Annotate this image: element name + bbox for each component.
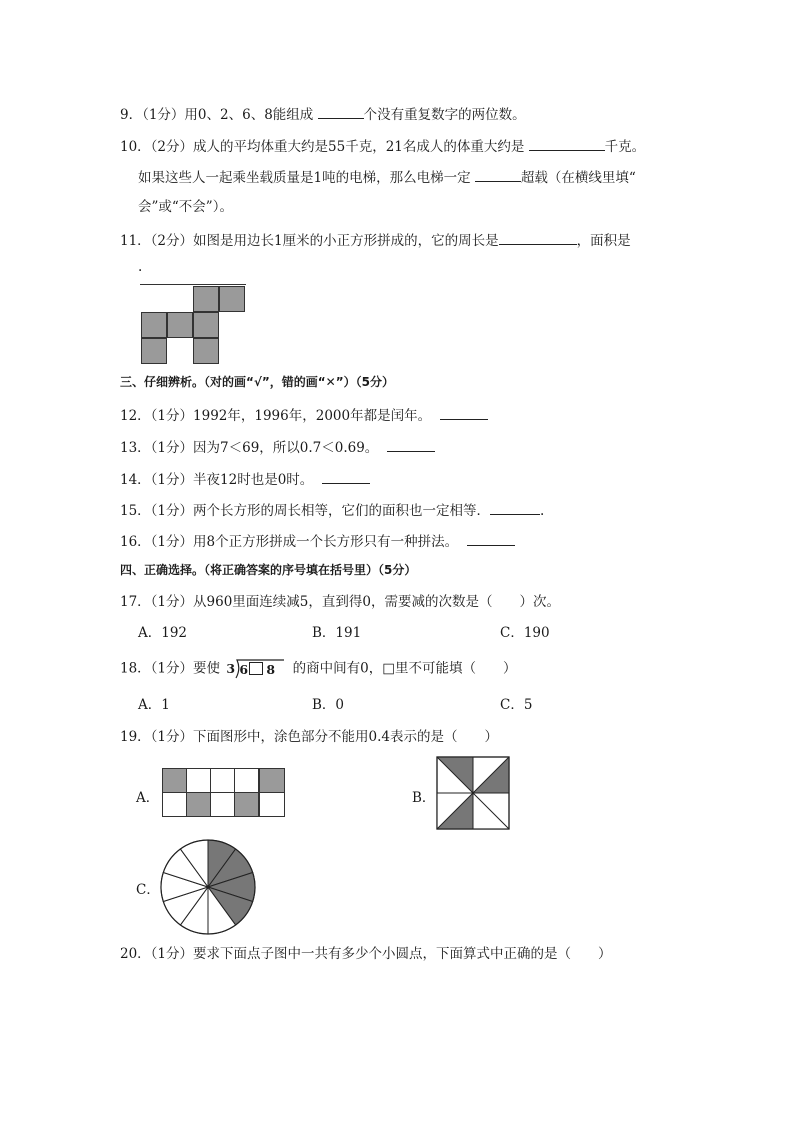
q14-text: 14．（1分）半夜12时也是0时。 bbox=[120, 472, 314, 488]
q17-option-b[interactable]: B．191 bbox=[312, 625, 362, 641]
q17-option-a[interactable]: A．192 bbox=[138, 625, 188, 641]
grid-cell bbox=[186, 792, 211, 817]
q10-text-b: 千克。 bbox=[604, 139, 646, 155]
q18-option-c[interactable]: C．5 bbox=[500, 697, 533, 713]
q19-option-a-grid[interactable] bbox=[162, 768, 285, 817]
q10-weight-blank[interactable] bbox=[529, 136, 605, 151]
q11-square-figure bbox=[140, 284, 246, 364]
grid-cell bbox=[234, 792, 259, 817]
q10-text-a: 10．（2分）成人的平均体重大约是55千克，21名成人的体重大约是 bbox=[120, 139, 529, 155]
dividend-digit-6: 6 bbox=[239, 662, 249, 677]
q13-text: 13．（1分）因为7＜69，所以0.7＜0.69。 bbox=[120, 440, 379, 456]
square bbox=[141, 338, 167, 364]
question-9 bbox=[120, 104, 526, 124]
square bbox=[141, 312, 167, 338]
question-17: 17．（1分）从960里面连续减5，直到得0，需要减的次数是（ ）次。 bbox=[120, 594, 560, 610]
question-18 bbox=[120, 659, 516, 679]
grid-cell bbox=[162, 792, 187, 817]
question-19: 19．（1分）下面图形中，涂色部分不能用0.4表示的是（ ） bbox=[120, 729, 498, 745]
q15-end: . bbox=[540, 503, 545, 519]
q9-text-a: 9．（1分）用0、2、6、8能组成 bbox=[120, 107, 318, 123]
question-15 bbox=[120, 500, 544, 520]
grid-cell bbox=[210, 792, 235, 817]
q10-text-c: 如果这些人一起乘坐载质量是1吨的电梯，那么电梯一定 bbox=[138, 170, 475, 186]
q16-answer-blank[interactable] bbox=[467, 531, 515, 546]
grid-cell bbox=[186, 768, 211, 793]
question-10-line-3: 会”或“不会”）。 bbox=[138, 199, 233, 215]
q16-text: 16．（1分）用8个正方形拼成一个长方形只有一种拼法。 bbox=[120, 534, 459, 550]
grid-cell bbox=[259, 792, 285, 817]
q19-option-b-label[interactable]: B． bbox=[412, 790, 436, 806]
q18-option-a[interactable]: A．1 bbox=[138, 697, 170, 713]
q18-option-b[interactable]: B．0 bbox=[312, 697, 345, 713]
q19-option-c-circle[interactable] bbox=[159, 838, 257, 936]
square bbox=[193, 286, 219, 312]
question-13 bbox=[120, 437, 435, 457]
q15-text: 15．（1分）两个长方形的周长相等，它们的面积也一定相等． bbox=[120, 503, 491, 519]
grid-cell bbox=[234, 768, 259, 793]
divisor: 3 bbox=[226, 661, 236, 676]
q11-text-b: ，面积是 bbox=[576, 233, 631, 249]
square bbox=[167, 312, 193, 338]
section-3-heading: 三、仔细辨析。（对的画“√”，错的画“✕”）（5分） bbox=[120, 375, 394, 389]
q15-answer-blank[interactable] bbox=[490, 500, 540, 515]
figure-top-line bbox=[140, 284, 246, 285]
q18-text-b: 的商中间有0，□里不可能填（ ） bbox=[292, 660, 517, 677]
q19-option-b-square[interactable] bbox=[436, 756, 510, 830]
square bbox=[219, 286, 245, 312]
square bbox=[193, 312, 219, 338]
q14-answer-blank[interactable] bbox=[322, 469, 370, 484]
long-division-figure bbox=[226, 659, 286, 679]
question-12 bbox=[120, 405, 488, 425]
question-16 bbox=[120, 531, 515, 551]
q12-answer-blank[interactable] bbox=[440, 405, 488, 420]
grid-cell bbox=[210, 768, 235, 793]
dividend-digit-8: 8 bbox=[266, 662, 276, 677]
grid-cell bbox=[259, 768, 285, 793]
q11-line-2: . bbox=[138, 259, 143, 275]
q9-answer-blank[interactable] bbox=[318, 104, 364, 119]
grid-cell bbox=[162, 768, 187, 793]
q10-text-d: 超载（在横线里填“ bbox=[520, 170, 636, 186]
q18-text-a: 18．（1分）要使 bbox=[120, 660, 221, 677]
square bbox=[193, 338, 219, 364]
empty-box[interactable] bbox=[249, 662, 263, 675]
q11-perimeter-blank[interactable] bbox=[499, 230, 577, 245]
question-14 bbox=[120, 469, 370, 489]
q12-text: 12．（1分）1992年，1996年，2000年都是闰年。 bbox=[120, 408, 432, 424]
question-10-line-2 bbox=[138, 167, 636, 187]
question-20: 20．（1分）要求下面点子图中一共有多少个小圆点，下面算式中正确的是（ ） bbox=[120, 946, 612, 962]
q10-overload-blank[interactable] bbox=[475, 167, 521, 182]
q11-text-a: 11．（2分）如图是用边长1厘米的小正方形拼成的，它的周长是 bbox=[120, 233, 499, 249]
question-11 bbox=[120, 230, 631, 250]
q19-option-c-label[interactable]: C． bbox=[136, 882, 160, 898]
q17-option-c[interactable]: C．190 bbox=[500, 625, 550, 641]
q19-option-a-label[interactable]: A． bbox=[136, 790, 160, 806]
q13-answer-blank[interactable] bbox=[387, 437, 435, 452]
section-4-heading: 四、正确选择。（将正确答案的序号填在括号里）（5分） bbox=[120, 563, 417, 577]
q9-text-b: 个没有重复数字的两位数。 bbox=[363, 107, 526, 123]
question-10-line-1 bbox=[120, 136, 645, 156]
